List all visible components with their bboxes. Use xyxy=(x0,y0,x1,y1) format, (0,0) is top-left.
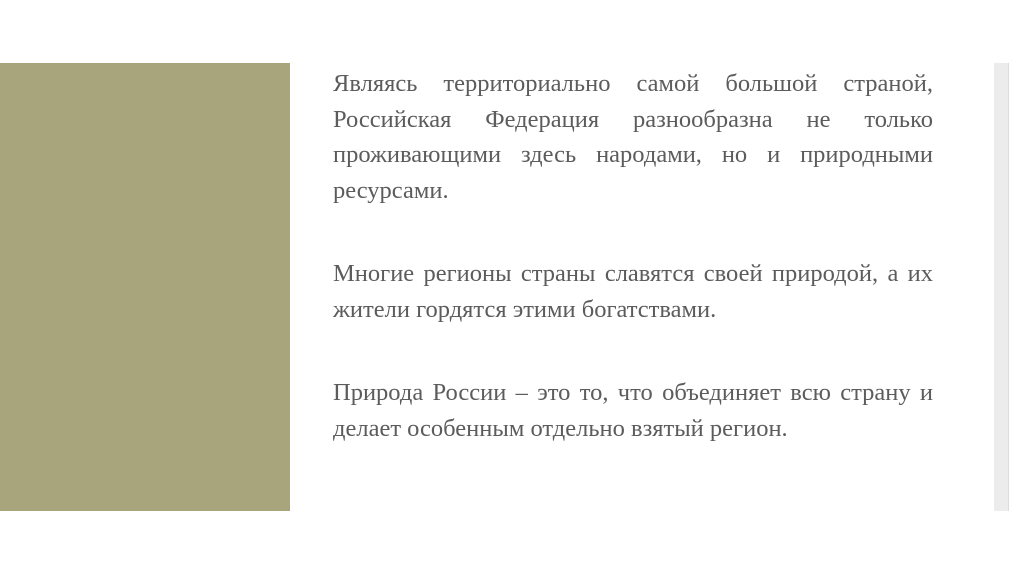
scroll-strip xyxy=(994,63,1008,511)
paragraph-1: Являясь территориально самой большой страной, Российская Федерация разнообразна не только проживающими здесь народами, но и природными ресурсами. xyxy=(333,70,933,204)
accent-band xyxy=(0,63,290,511)
slide-body xyxy=(333,66,933,494)
paragraph-3: Природа России – это то, что объединяет всю страну и делает особенным отдельно взятый регион. xyxy=(333,379,933,442)
scroll-strip-edge xyxy=(1008,63,1009,511)
paragraph-2: Многие регионы страны славятся своей природой, а их жители гордятся этими богатствами. xyxy=(333,260,933,323)
